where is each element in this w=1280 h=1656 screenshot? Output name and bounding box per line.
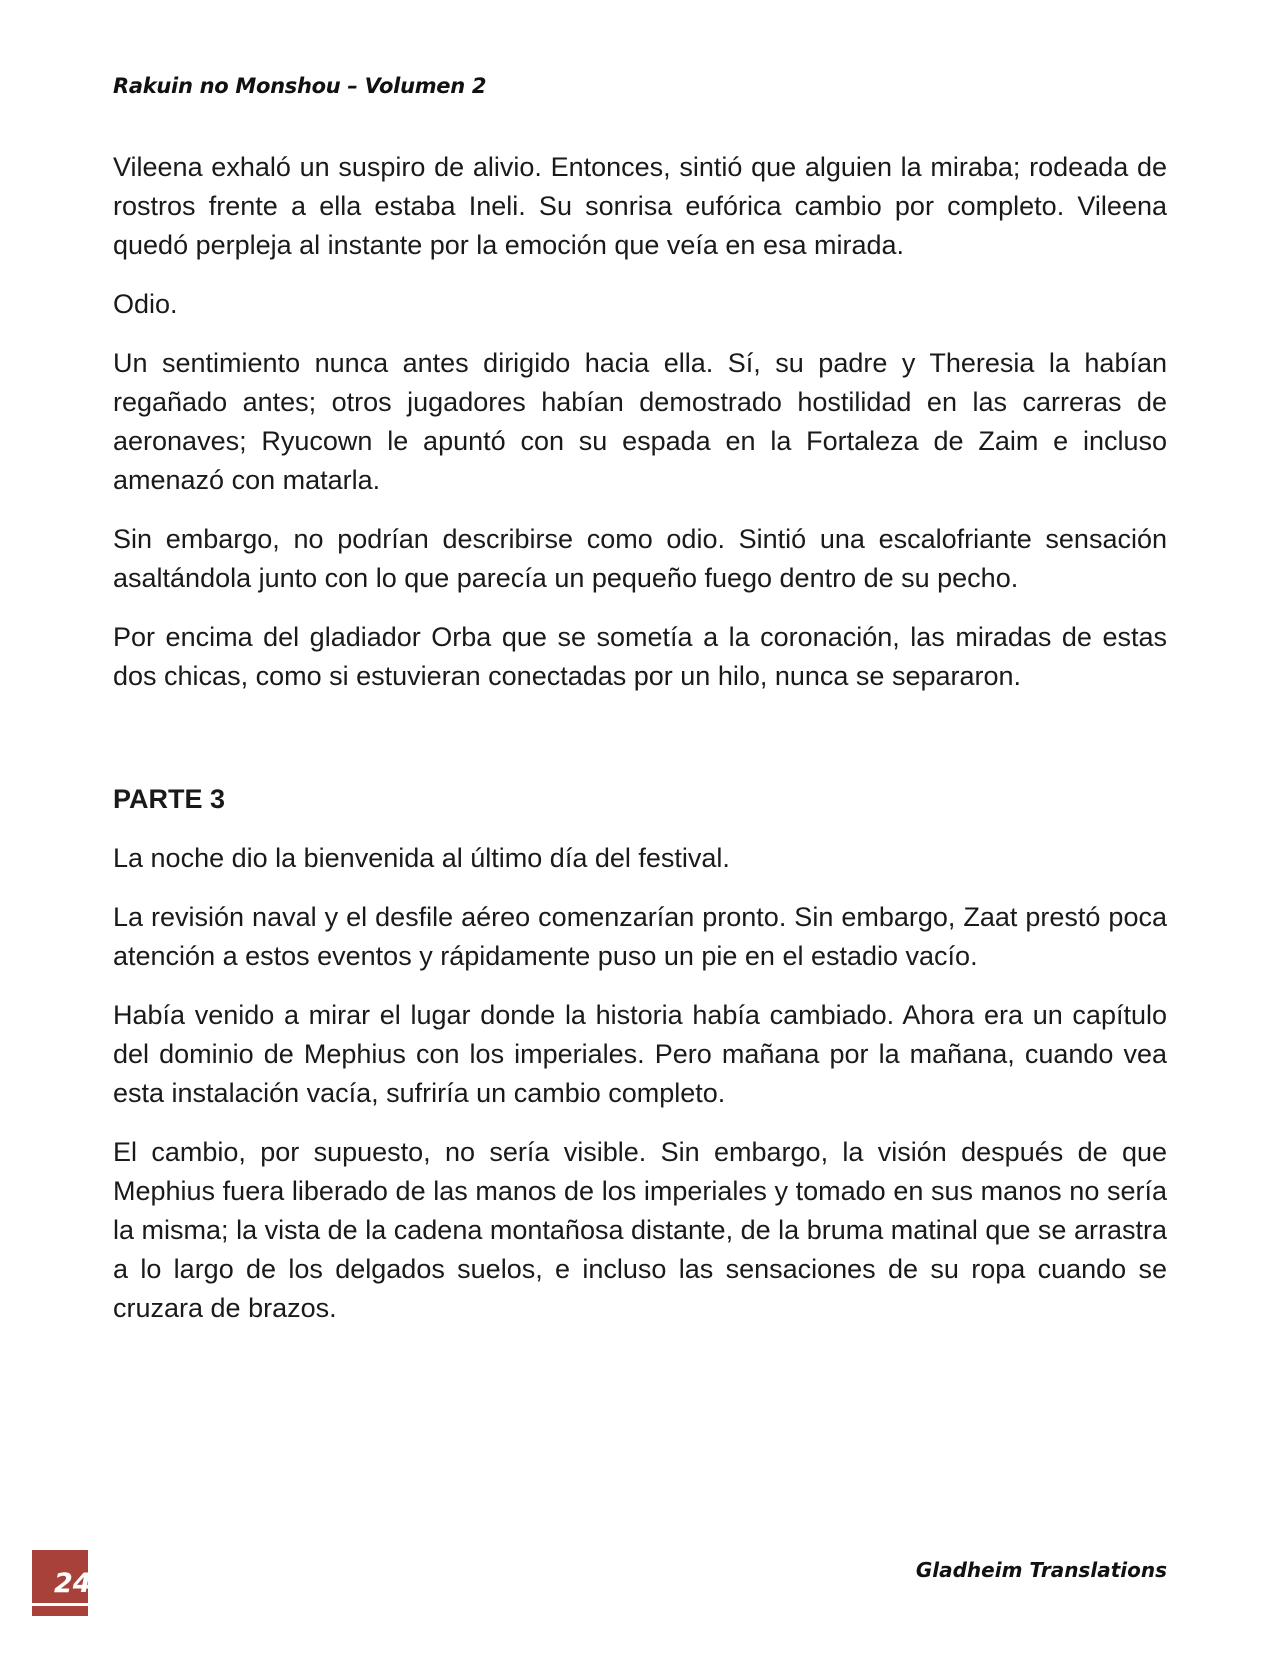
- book-header-title: Rakuin no Monshou – Volumen 2: [113, 74, 487, 98]
- page-body: [113, 148, 1167, 1348]
- page-number-badge: [32, 1550, 92, 1616]
- paragraph: Por encima del gladiador Orba que se sometía a la coronación, las miradas de estas dos chicas, como si estuvieran conectadas por un hilo, nunca se separaron.: [113, 622, 1167, 691]
- page-number: 24: [54, 1568, 92, 1599]
- section-heading: PARTE 3: [113, 784, 226, 814]
- page-number-underline: [32, 1603, 88, 1606]
- paragraph: Sin embargo, no podrían describirse como odio. Sintió una escalofriante sensación asaltándola junto con lo que parecía un pequeño fuego dentro de su pecho.: [113, 524, 1167, 593]
- paragraph: Vileena exhaló un suspiro de alivio. Entonces, sintió que alguien la miraba; rodeada de rostros frente a ella estaba Ineli. Su sonrisa eufórica cambio por completo. Vileena quedó perpleja al instante por la emoción que veía en esa mirada.: [113, 152, 1167, 260]
- paragraph: La noche dio la bienvenida al último día del festival.: [113, 843, 730, 873]
- translator-credit: Gladheim Translations: [915, 1558, 1167, 1582]
- paragraph: La revisión naval y el desfile aéreo comenzarían pronto. Sin embargo, Zaat prestó poca atención a estos eventos y rápidamente puso un pie en el estadio vacío.: [113, 902, 1167, 971]
- paragraph: Había venido a mirar el lugar donde la historia había cambiado. Ahora era un capítulo del dominio de Mephius con los imperiales. Pero mañana por la mañana, cuando vea esta instalación vacía, sufriría un cambio completo.: [113, 1000, 1167, 1108]
- paragraph: Odio.: [113, 289, 178, 319]
- paragraph: El cambio, por supuesto, no sería visible. Sin embargo, la visión después de que Mephius fuera liberado de las manos de los imperiales y tomado en sus manos no sería la misma; la vista de la cadena montañosa distante, de la bruma matinal que se arrastra a lo largo de los delgados suelos, e incluso las sensaciones de su ropa cuando se cruzara de brazos.: [113, 1137, 1167, 1323]
- paragraph: Un sentimiento nunca antes dirigido hacia ella. Sí, su padre y Theresia la habían regañado antes; otros jugadores habían demostrado hostilidad en las carreras de aeronaves; Ryucown le apuntó con su espada en la Fortaleza de Zaim e incluso amenazó con matarla.: [113, 348, 1167, 495]
